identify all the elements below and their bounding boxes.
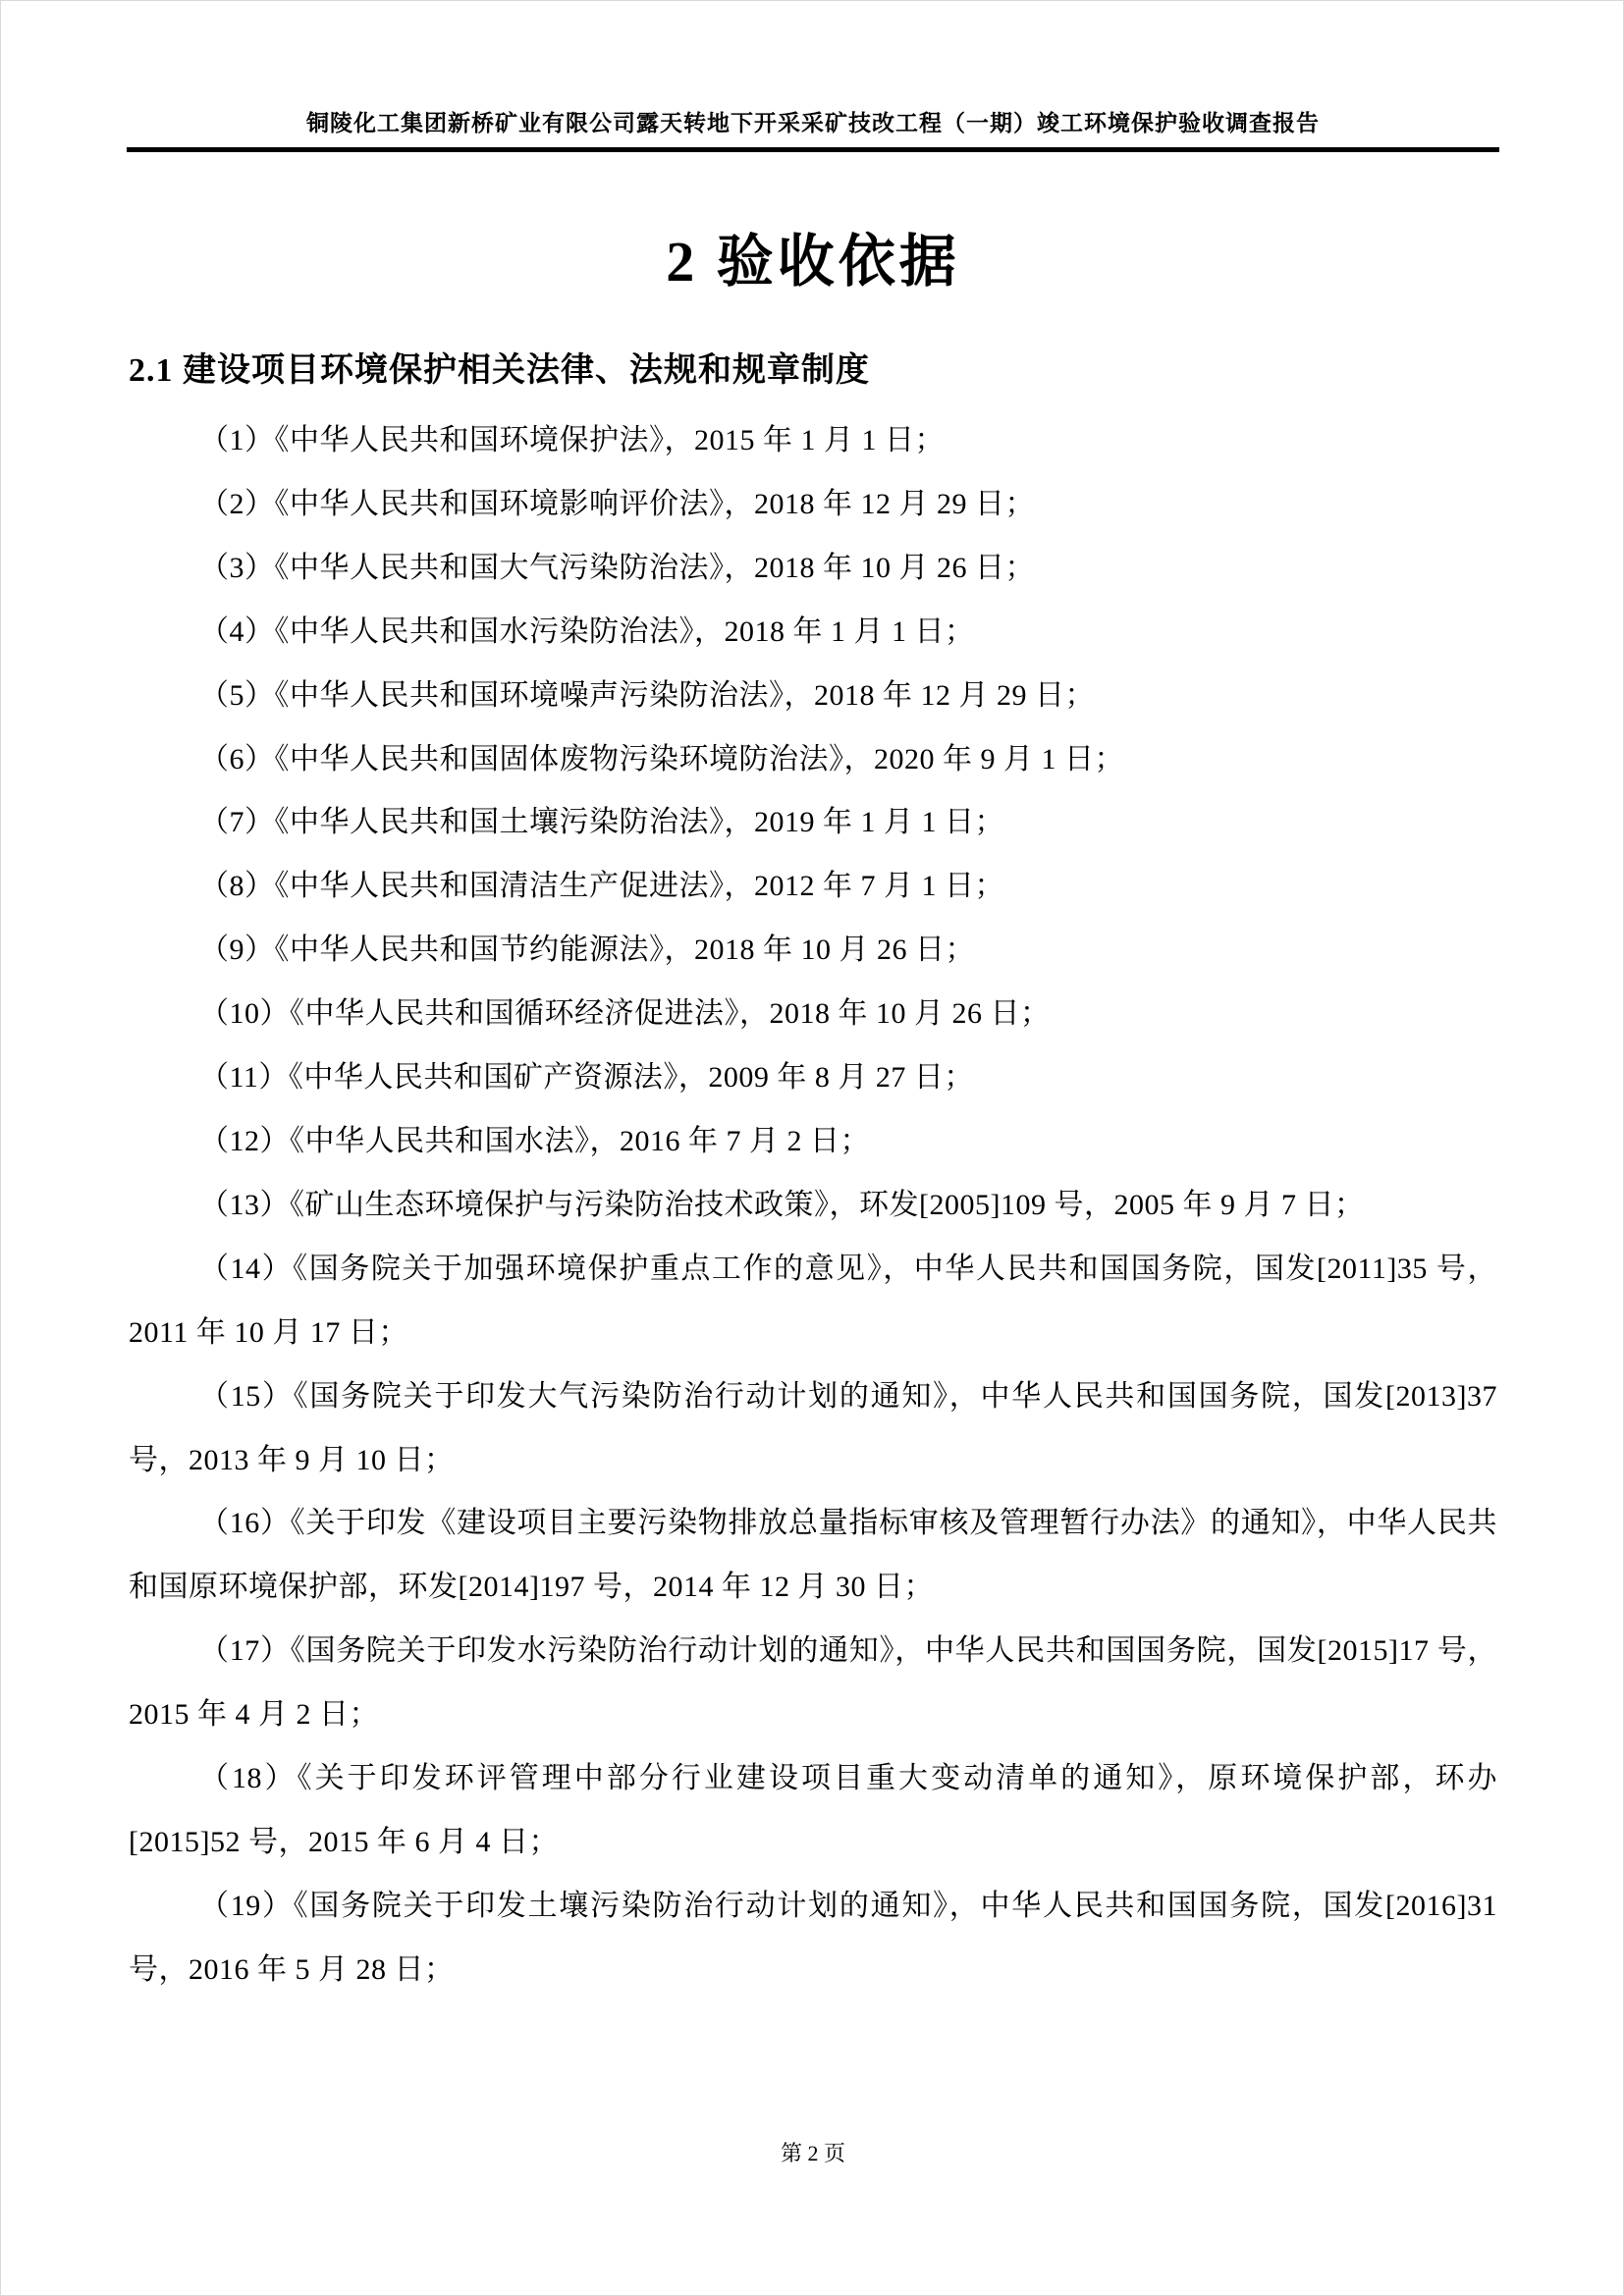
law-item: （4）《中华人民共和国水污染防治法》，2018 年 1 月 1 日；: [199, 614, 975, 648]
law-item: （13）《矿山生态环境保护与污染防治技术政策》，环发[2005]109 号，2005 年 9 月 7 日；: [199, 1188, 1365, 1221]
law-item: （1）《中华人民共和国环境保护法》，2015 年 1 月 1 日；: [199, 424, 945, 456]
chapter-title: 2 验收依据: [666, 230, 960, 294]
law-item: （12）《中华人民共和国水法》，2016 年 7 月 2 日；: [199, 1124, 870, 1157]
law-item: （2）《中华人民共和国环境影响评价法》，2018 年 12 月 29 日；: [199, 487, 1035, 520]
document-header: 铜陵化工集团新桥矿业有限公司露天转地下开采采矿技改工程（一期）竣工环境保护验收调查报告: [306, 111, 1320, 135]
section-heading: 2.1 建设项目环境保护相关法律、法规和规章制度: [129, 352, 870, 389]
page-number: 第 2 页: [780, 2141, 845, 2165]
header-rule: [127, 147, 1499, 152]
law-item: （6）《中华人民共和国固体废物污染环境防治法》，2020 年 9 月 1 日；: [199, 742, 1124, 775]
law-item: （19）《国务院关于印发土壤污染防治行动计划的通知》，中华人民共和国国务院，国发[2016]31 号，2016 年 5 月 28 日；: [129, 1889, 1497, 1986]
law-item: （14）《国务院关于加强环境保护重点工作的意见》，中华人民共和国国务院，国发[2011]35 号，2011 年 10 月 17 日；: [129, 1252, 1497, 1349]
law-item: （10）《中华人民共和国循环经济促进法》，2018 年 10 月 26 日；: [199, 997, 1051, 1031]
law-item: （16）《关于印发《建设项目主要污染物排放总量指标审核及管理暂行办法》的通知》，中华人民共和国原环境保护部，环发[2014]197 号，2014 年 12 月 30 日；: [129, 1507, 1497, 1604]
law-item: （5）《中华人民共和国环境噪声污染防治法》，2018 年 12 月 29 日；: [199, 678, 1095, 712]
law-item: （7）《中华人民共和国土壤污染防治法》，2019 年 1 月 1 日；: [199, 806, 1004, 839]
law-item: （3）《中华人民共和国大气污染防治法》，2018 年 10 月 26 日；: [199, 551, 1035, 584]
law-list: [129, 409, 1497, 2002]
law-item: （9）《中华人民共和国节约能源法》，2018 年 10 月 26 日；: [199, 934, 975, 967]
law-item: （11）《中华人民共和国矿产资源法》，2009 年 8 月 27 日；: [199, 1061, 974, 1095]
law-item: （17）《国务院关于印发水污染防治行动计划的通知》，中华人民共和国国务院，国发[2015]17 号，2015 年 4 月 2 日；: [129, 1634, 1497, 1732]
law-item: （18）《关于印发环评管理中部分行业建设项目重大变动清单的通知》，原环境保护部，环办[2015]52 号，2015 年 6 月 4 日；: [129, 1762, 1497, 1858]
law-item: （8）《中华人民共和国清洁生产促进法》，2012 年 7 月 1 日；: [199, 870, 1004, 903]
law-item: （15）《国务院关于印发大气污染防治行动计划的通知》，中华人民共和国国务院，国发[2013]37 号，2013 年 9 月 10 日；: [129, 1379, 1497, 1476]
